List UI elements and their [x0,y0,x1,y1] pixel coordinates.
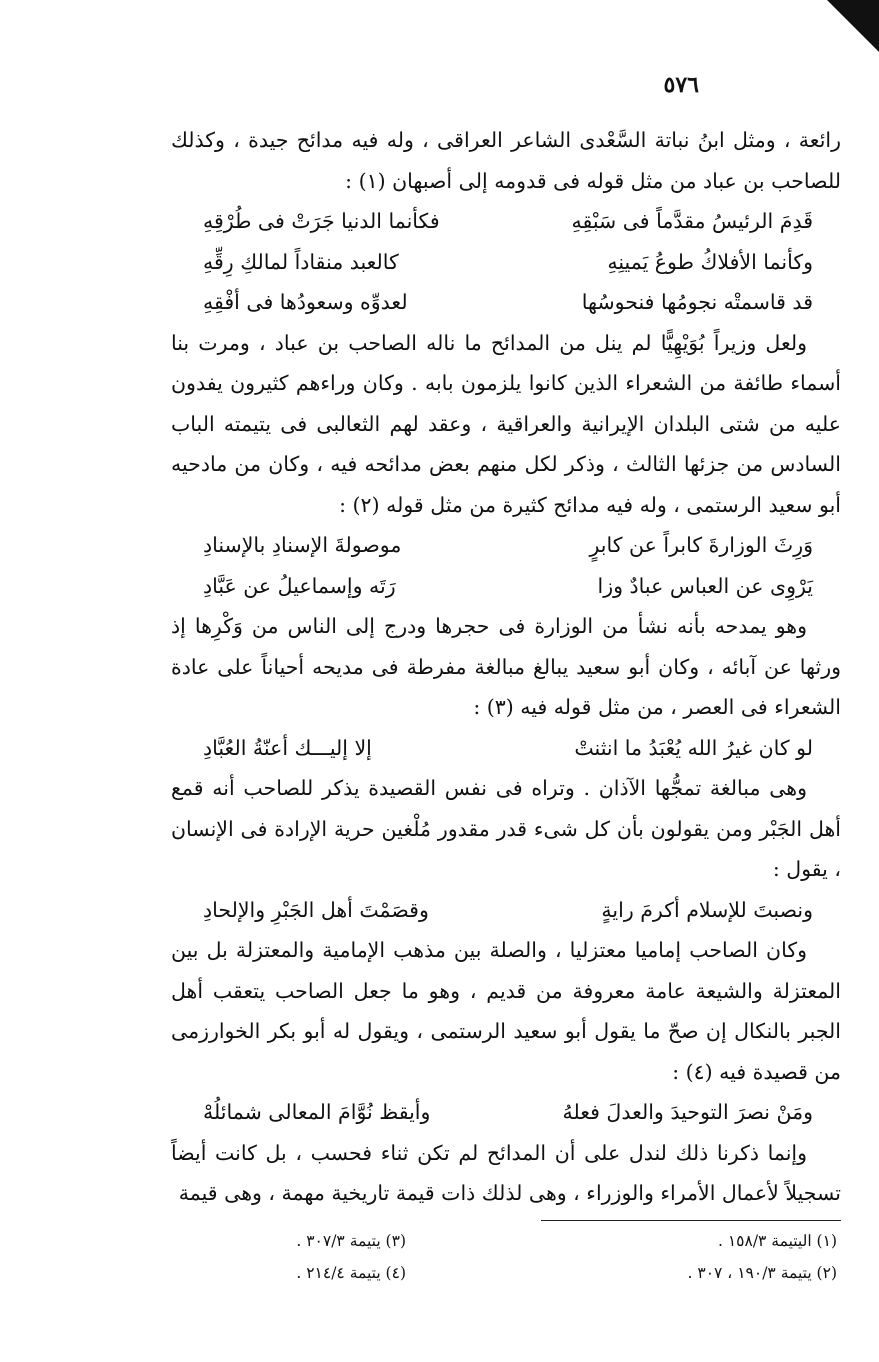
paragraph-4: وهى مبالغة تمجُّها الآذان . وتراه فى نفس القصيدة يذكر للصاحب أنه قمع أهل الجَبْر ومن يقولون بأن كل شىء قدر مقدور مُلْغين حرية الإرادة فى الإنسان ، يقول : [171,776,841,881]
footnote-4: (٤) يتيمة ٢١٤/٤ . [296,1263,406,1282]
paragraph-5: وكان الصاحب إماميا معتزليا ، والصلة بين مذهب الإمامية والمعتزلة بل بين المعتزلة والشيعة عامة معروفة من قديم ، وهو ما جعل الصاحب يتعقب أهل الجبر بالنكال إن صحّ ما يقول أبو سعيد الرستمى ، ويقول له أبو بكر الخوارزمى من قصيدة فيه (٤) : [171,938,841,1084]
footnote-3: (٣) يتيمة ٣٠٧/٣ . [296,1231,406,1250]
verse-3-second-hemistich: لعدوِّه وسعودُها فى أفْقِهِ [203,290,408,314]
verse-3-first-hemistich: قد قاسمتْه نجومُها فنحوسُها [581,290,813,314]
verse-4-second-hemistich: موصولةَ الإسنادِ بالإسنادِ [203,533,402,557]
paragraph-1: رائعة ، ومثل ابنُ نباتة السَّعْدى الشاعر العراقى ، وله فيه مدائح جيدة ، وكذلك للصاحب بن عباد من مثل قوله فى قدومه إلى أصبهان (١) : [171,128,841,193]
verse-3 [171,282,841,323]
verse-6-first-hemistich: لو كان غيرُ الله يُعْبَدُ ما انثنتْ [574,735,813,760]
verse-5 [171,566,841,607]
verse-8-first-hemistich: ومَنْ نصرَ التوحيدَ والعدلَ فعلهُ [562,1100,813,1124]
verse-7-first-hemistich: ونصبتَ للإسلام أكرمَ رايةٍ [601,897,813,922]
verse-5-first-hemistich: يَرْوِى عن العباس عبادٌ وزا [597,573,813,598]
verse-8-second-hemistich: وأيقظ نُوَّامَ المعالى شمائلُهْ [203,1100,431,1124]
verse-6 [171,728,841,769]
page-number: ٥٧٦ [663,72,699,98]
verse-6-second-hemistich: إلا إليـــك أعنّةُ العُبَّادِ [203,735,372,760]
verse-2 [171,242,841,283]
paragraph-2: ولعل وزيراً بُوَيْهِيًّا لم ينل من المدائح ما ناله الصاحب بن عباد ، ومرت بنا أسماء طائفة من الشعراء الذين كانوا يلزمون بابه . وكان وراءهم كثيرون يفدون عليه من شتى البلدان الإيرانية والعراقية ، وعقد لهم الثعالبى فى يتيمته الباب السادس من جزئها الثالث ، وذكر لكل منهم بعض مدائحه فيه ، وكان من مادحيه أبو سعيد الرستمى ، وله فيه مدائح كثيرة من مثل قوله (٢) : [171,330,841,517]
verse-7 [171,890,841,931]
footnotes [171,1225,841,1289]
verse-4 [171,525,841,566]
footnote-divider [541,1220,841,1221]
verse-2-second-hemistich: كالعبد منقاداً لمالكِ رِقِّهِ [203,249,399,274]
verse-2-first-hemistich: وكأنما الأفلاكُ طوعُ يَمينِهِ [607,249,813,274]
verse-1 [171,201,841,242]
verse-4-first-hemistich: وَرِثَ الوزارةَ كابراً عن كابرٍ [589,533,813,557]
paragraph-6: وإنما ذكرنا ذلك لندل على أن المدائح لم تكن ثناء فحسب ، بل كانت أيضاً تسجيلاً لأعمال الأمراء والوزراء ، وهى لذلك ذات قيمة تاريخية مهمة ، وهى قيمة [171,1140,841,1205]
verse-8 [171,1092,841,1133]
verse-1-second-hemistich: فكأنما الدنيا جَرَتْ فى طُرْقِهِ [203,209,440,233]
verse-7-second-hemistich: وقصَمْتَ أهل الجَبْرِ والإلحادِ [203,897,429,922]
paragraph-3: وهو يمدحه بأنه نشأ من الوزارة فى حجرها ودرج إلى الناس من وَكْرِها إذ ورثها عن آبائه ، وكان أبو سعيد يبالغ مبالغة مفرطة فى مديحه أحياناً على عادة الشعراء فى العصر ، من مثل قوله فيه (٣) : [171,614,841,719]
verse-5-second-hemistich: رَتَه وإسماعيلُ عن عَبَّادِ [203,573,396,598]
verse-1-first-hemistich: قَدِمَ الرئيسُ مقدَّماً فى سَبْقِهِ [571,209,813,233]
page-body [171,120,841,1289]
page-corner-mark [827,0,879,52]
footnote-1: (١) اليتيمة ١٥٨/٣ . [717,1231,837,1250]
footnote-2: (٢) يتيمة ١٩٠/٣ ، ٣٠٧ . [687,1263,837,1282]
